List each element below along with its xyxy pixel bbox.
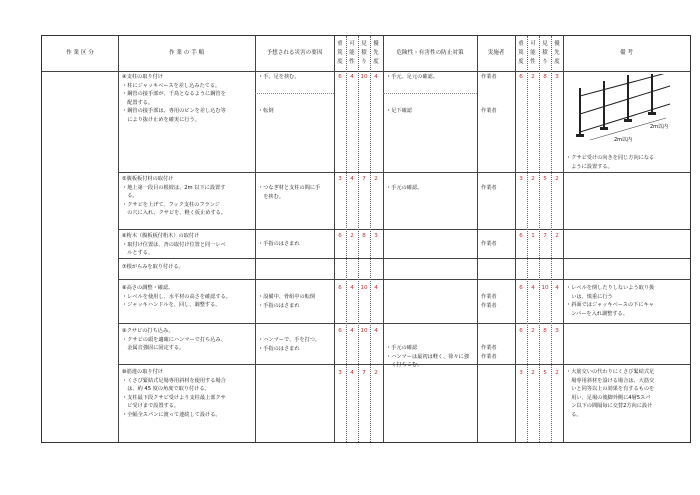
score-priority: 4 xyxy=(374,285,378,291)
col-divider xyxy=(477,36,478,442)
score-col-divider xyxy=(539,36,540,442)
score-severity: 6 xyxy=(338,285,342,291)
header-estimate-after: 見積り xyxy=(542,41,548,65)
score-possibility-after: 2 xyxy=(531,370,535,376)
score-possibility-after: 1 xyxy=(531,233,535,239)
score-possibility: 4 xyxy=(350,370,354,376)
score-priority-after: 2 xyxy=(555,176,559,182)
score-priority-after: 4 xyxy=(555,285,559,291)
header-work-category: 作 業 区 分 xyxy=(66,50,94,56)
score-estimate-after: 10 xyxy=(541,285,549,291)
score-severity-after: 3 xyxy=(519,176,523,182)
score-possibility-after: 2 xyxy=(531,176,535,182)
score-estimate-after: 8 xyxy=(543,328,547,334)
score-severity: 3 xyxy=(338,370,342,376)
score-severity-after: 6 xyxy=(519,74,523,80)
score-col-divider xyxy=(346,36,347,442)
sub-row-divider xyxy=(383,93,477,94)
header-severity-after: 重篤度 xyxy=(518,41,524,65)
header-implementer: 実施者 xyxy=(487,50,505,56)
score-possibility: 4 xyxy=(350,176,354,182)
implementer-text: 作業者 xyxy=(481,241,497,247)
jack-base xyxy=(576,134,584,137)
header-priority-after: 優先度 xyxy=(554,41,560,65)
col-divider xyxy=(334,36,335,442)
col-divider xyxy=(255,36,256,442)
procedure-text: ⑥桁木（腹板板付桁木）の取付け ・取付け位置は、斉の取付け位置と同一レベ ルとする。 xyxy=(122,233,226,257)
implementer-text: 作業者 作業者 xyxy=(481,345,497,360)
col-divider xyxy=(515,36,516,442)
score-possibility: 4 xyxy=(350,328,354,334)
implementer-text: 作業者 作業者 xyxy=(481,294,497,309)
jack-base xyxy=(624,119,632,122)
score-severity: 6 xyxy=(338,328,342,334)
implementer-text: 作業者 xyxy=(481,185,497,191)
score-possibility-after: 2 xyxy=(531,328,535,334)
score-priority-after: 2 xyxy=(555,233,559,239)
sub-row-divider xyxy=(255,93,334,94)
procedure-text: ⑤腹板板付材の取付け ・地上第一段目の根絞は、2m 以下に設置す る。 ・クサビを上げて、フック支柱のフランジ の穴に入れ、クサビを、軽く仮止めする。 xyxy=(122,176,227,217)
row-divider xyxy=(118,323,690,324)
col-divider xyxy=(383,36,384,442)
score-severity-after: 6 xyxy=(519,285,523,291)
remarks-text: ・レベルを倒したりしないよう取り扱 いは、慎重に行う ・斜面ではジャッキベースの下にキャ ンバーを入れ調整する。 xyxy=(566,285,655,317)
countermeasure-text: ・手元、足元の確認。 ・足下確認 xyxy=(386,74,438,115)
score-severity-after: 3 xyxy=(519,370,523,376)
header-estimate: 見積り xyxy=(361,41,367,65)
header-bottom-rule xyxy=(42,71,690,72)
score-possibility: 2 xyxy=(350,233,354,239)
ledger-upper xyxy=(580,74,670,96)
jack-base xyxy=(600,127,608,130)
procedure-text: ⑦根がらみを取り付ける。 xyxy=(122,264,184,270)
scaffold-diagram xyxy=(570,74,686,152)
score-estimate: 7 xyxy=(362,370,366,376)
procedure-text: ④支柱の取り付け ・柱にジャッキベースを差し込みたてる。 ・鋼管の接手部が、千鳥となるように鋼管を 配置する。 ・鋼管の接手部は、専用のピンを差し込む等 により抜け止めを確実に行う。 xyxy=(122,74,226,123)
hazard-text: ・ハンマーで、手を打つ。 ・手指のはさまれ xyxy=(258,337,320,352)
score-severity-after: 6 xyxy=(519,328,523,334)
header-countermeasure: 危険性・有害性の防止対策 xyxy=(396,50,464,56)
hazard-text: ・手、足を挟む。 ・転倒 xyxy=(258,74,300,115)
score-severity-after: 6 xyxy=(519,233,523,239)
implementer-text: 作業者 作業者 xyxy=(481,74,497,115)
score-priority: 4 xyxy=(374,74,378,80)
header-possibility: 可能性 xyxy=(349,41,355,65)
procedure-text: ⑧高さの調整・確認。 ・レベルを使用し、水平材の高さを確認する。 ・ジャッキハンドルを、回し、調整する。 xyxy=(122,285,231,309)
score-possibility: 4 xyxy=(350,285,354,291)
countermeasure-text: ・手元の確認。 xyxy=(386,185,423,191)
score-priority: 2 xyxy=(374,370,378,376)
dimension-label: 2m以内 xyxy=(614,137,633,143)
score-estimate: 10 xyxy=(360,328,368,334)
score-severity: 6 xyxy=(338,74,342,80)
score-col-divider xyxy=(370,36,371,442)
row-divider xyxy=(118,172,690,173)
header-priority: 優先度 xyxy=(373,41,379,65)
hazard-text: ・手指のはさまれ xyxy=(258,241,300,247)
procedure-text: ⑨クサビの打ち込み。 ・クサビの頭を適確にハンマーで打ち込み、 金属音強固に固定する。 xyxy=(122,328,227,352)
procedure-text: ⑩筋違の取り付け ・くさび緊結式足場専用斜材を使用する場合 は、約 45 度の角度で取り付ける。 ・支柱最下段クサビ受けより支柱最上部クサ ビ受けまで設置する。 ・全幅全スパンに渡って連続して設ける。 xyxy=(122,369,226,418)
header-possibility-after: 可能性 xyxy=(530,41,536,65)
score-estimate: 10 xyxy=(360,74,368,80)
header-severity: 重篤度 xyxy=(337,41,343,65)
score-severity: 3 xyxy=(338,176,342,182)
header-hazard: 予想される災害の要因 xyxy=(266,50,323,56)
header-remarks: 備 考 xyxy=(620,50,633,56)
header-procedure: 作 業 の 手 順 xyxy=(168,50,205,56)
row-divider xyxy=(118,279,690,280)
score-estimate: 7 xyxy=(362,176,366,182)
row-divider xyxy=(118,229,690,230)
score-estimate: 10 xyxy=(360,285,368,291)
ledger-middle xyxy=(580,86,670,114)
score-estimate: 8 xyxy=(362,233,366,239)
remarks-text: ・クサビ受けの向きを同じ方向になる ように設置する。 xyxy=(566,155,655,170)
score-col-divider xyxy=(358,36,359,442)
jack-base xyxy=(648,112,656,115)
row-divider xyxy=(118,258,690,259)
score-priority: 3 xyxy=(374,233,378,239)
score-priority-after: 3 xyxy=(555,328,559,334)
score-possibility-after: 2 xyxy=(531,74,535,80)
countermeasure-text: ・手元の確認 ・ハンマーは最初は軽く、徐々に強 く打ちこむ。 xyxy=(386,345,469,369)
score-estimate-after: 5 xyxy=(543,370,547,376)
remarks-text: ・大筋交いの代わりにくさび緊結式足 場専用斜材を設ける場合は、大筋交 いと同等以上の効果を有するものを 用い、足場の後脚外側に4層5スパ ン以下の間隔毎に交替2方向に設け る。 xyxy=(566,369,655,418)
score-possibility-after: 4 xyxy=(531,285,535,291)
dimension-label: 2m以内 xyxy=(650,124,669,130)
score-priority-after: 2 xyxy=(555,370,559,376)
col-divider xyxy=(118,36,119,442)
score-estimate-after: 7 xyxy=(543,233,547,239)
score-estimate-after: 8 xyxy=(543,74,547,80)
score-estimate-after: 5 xyxy=(543,176,547,182)
score-col-divider xyxy=(551,36,552,442)
score-severity: 6 xyxy=(338,233,342,239)
hazard-text: ・つなぎ材と支柱の間に手 を挟む。 xyxy=(258,185,321,200)
col-divider xyxy=(563,36,564,442)
score-possibility: 4 xyxy=(350,74,354,80)
hazard-text: ・設備中、骨組中の転倒 ・手指のはさまれ xyxy=(258,294,316,309)
score-priority-after: 3 xyxy=(555,74,559,80)
score-priority: 4 xyxy=(374,328,378,334)
score-priority: 2 xyxy=(374,176,378,182)
score-col-divider xyxy=(527,36,528,442)
